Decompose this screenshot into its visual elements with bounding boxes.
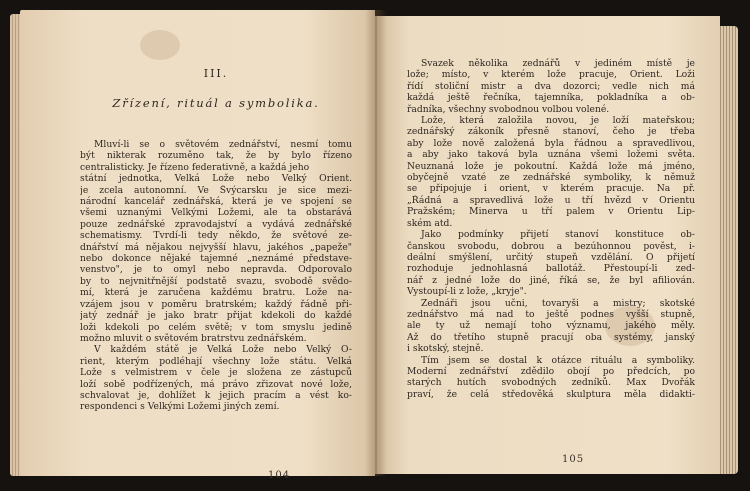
text-line: ském atd. <box>407 217 453 229</box>
text-line: rient, kterým podléhají všechny lože státu. Velká <box>80 355 352 367</box>
text-line: schematismy. Tvrdí-li tedy někdo, že světové ze- <box>80 230 352 242</box>
text-line: schvalovat je, dohlížet k jejich pracím a vést ko- <box>80 389 352 401</box>
text-line: starých hutích svobodných zedníků. Max Dvořák <box>407 377 695 389</box>
text-line: jatý zednář je jako bratr přijat kdekoli do každé <box>80 310 352 322</box>
text-line: Zednáři jsou učni, tovaryši a mistry; skotské <box>421 297 695 309</box>
text-line: a aby jako taková byla uznána všemi ložemi světa. <box>407 149 695 161</box>
text-line: dnářství má nějakou nejvyšší hlavu, jakéhos „papeže" <box>80 241 352 253</box>
text-line: ale ty už nemají toho významu, jakého měly. <box>407 320 695 332</box>
text-line: lože; místo, v kterém lože pracuje, Orient. Loži <box>407 69 695 81</box>
paper-stain <box>140 30 180 60</box>
text-line: loži kdekoli po celém světě; v tom smyslu jedině <box>80 321 352 333</box>
text-line: vzájem jsou v poměru bratrském; každý řádně při- <box>80 298 352 310</box>
open-book <box>10 10 738 480</box>
text-line: Pražském; Minerva u tří palem v Orientu Lip- <box>407 206 695 218</box>
text-line: státní jednotka, Velká Lože nebo Velký Orient. <box>80 173 352 185</box>
text-line: mí, která je zaručena každému bratru. Lože na- <box>80 287 352 299</box>
text-line: respondenci s Velkými Ložemi jiných zemí. <box>80 401 280 413</box>
text-line: nář z jedné lože do jiné, říká se, že byl afiliován. <box>407 274 695 286</box>
text-line: praví, že celá středověká skulptura měla didakti- <box>407 388 695 400</box>
text-line: se připojuje i orient, v kterém pracuje. Na př. <box>407 183 695 195</box>
text-line: Svazek několika zednářů v jediném místě je <box>421 58 695 69</box>
right-page-edges <box>718 26 738 474</box>
book-gutter <box>365 10 387 476</box>
text-line: řadníka, všechny svobodnou volbou volené. <box>407 103 610 115</box>
text-line: zednářstvo má nad to ještě podnes vyšší stupně, <box>407 308 695 320</box>
text-line: Moderní zednářství zdědilo obojí po předcích, po <box>407 365 695 377</box>
text-line: Lože, která založila novou, je loží mateřskou; <box>421 115 695 127</box>
text-line: aby lože nově založená byla řádnou a spravedlivou, <box>407 137 695 149</box>
text-line: Jako podmínky přijetí stanoví konstituce ob- <box>421 229 695 241</box>
right-page <box>375 16 720 474</box>
page-number-right: 105 <box>562 454 585 465</box>
text-line: deální smýšlení, určitý stupeň vzdělání. O přijetí <box>407 251 695 263</box>
text-line: Mluví-li se o světovém zednářství, nesmí tomu <box>94 139 352 150</box>
text-line: rozhoduje jednohlasná ballotáž. Přestoupí-li zed- <box>407 263 695 275</box>
text-line: každá ještě řečníka, tajemníka, pokladníka a ob- <box>407 92 695 104</box>
text-line: všemi uznanými Velkými Ložemi, ale ta obstarává <box>80 207 352 219</box>
text-line: pouze zednářské zpravodajství a vydává zednářské <box>80 218 352 230</box>
right-page-text <box>407 58 695 400</box>
text-line: řídí stoliční mistr a dva dozorci; vedle nich má <box>407 80 695 92</box>
chapter-number: III. <box>203 67 229 80</box>
text-line: Až do třetího stupně pracují oba systémy, janský <box>407 331 695 343</box>
text-line: „Řádná a spravedlivá lože u tří hvězd v Orientu <box>407 194 695 206</box>
text-line: zednářský zákoník přesně stanoví, čeho je třeba <box>407 126 695 138</box>
left-page <box>20 10 375 481</box>
page-number-left: 104 <box>268 470 291 481</box>
text-line: obyčejně vzaté ze zednářské symboliky, k němuž <box>407 172 695 184</box>
chapter-title: Zřízení, rituál a symbolika. <box>112 96 320 110</box>
text-line: by to nejvnitřnější podstatě svazu, svobodě svědo- <box>80 275 352 287</box>
text-line: Vystoupí-li z lože, „kryje". <box>407 286 527 298</box>
left-page-text <box>80 139 352 413</box>
text-line: Tím jsem se dostal k otázce rituálu a symboliky. <box>421 354 695 366</box>
text-line: možno mluvit o světovém bratrstvu zednářském. <box>80 332 307 344</box>
text-line: Lože s velmistrem v čele je složena ze zástupců <box>80 367 352 379</box>
text-line: být nikterak rozuměno tak, že by bylo řízeno <box>80 150 352 162</box>
text-line: nebo dokonce nějaké tajemné „neznámé představe- <box>80 253 352 265</box>
text-line: i skotský, stejně. <box>407 343 484 355</box>
text-line: V každém státě je Velká Lože nebo Velký O- <box>94 344 352 356</box>
text-line: je zcela autonomní. Ve Švýcarsku je sice mezi- <box>80 184 352 196</box>
text-line: centralisticky. Je řízeno federativně, a každá jeho <box>80 161 310 173</box>
text-line: čanskou svobodu, dobrou a bezúhonnou pověst, i- <box>407 240 695 252</box>
text-line: národní kancelář zednářská, která je ve spojení se <box>80 196 352 208</box>
text-line: Neuznaná lože je pokoutní. Každá lože má jméno, <box>407 160 695 172</box>
text-line: venstvo", je to omyl nebo nepravda. Odporovalo <box>80 264 352 276</box>
text-line: loží sobě podřízených, má právo zřizovat nové lože, <box>80 378 352 390</box>
